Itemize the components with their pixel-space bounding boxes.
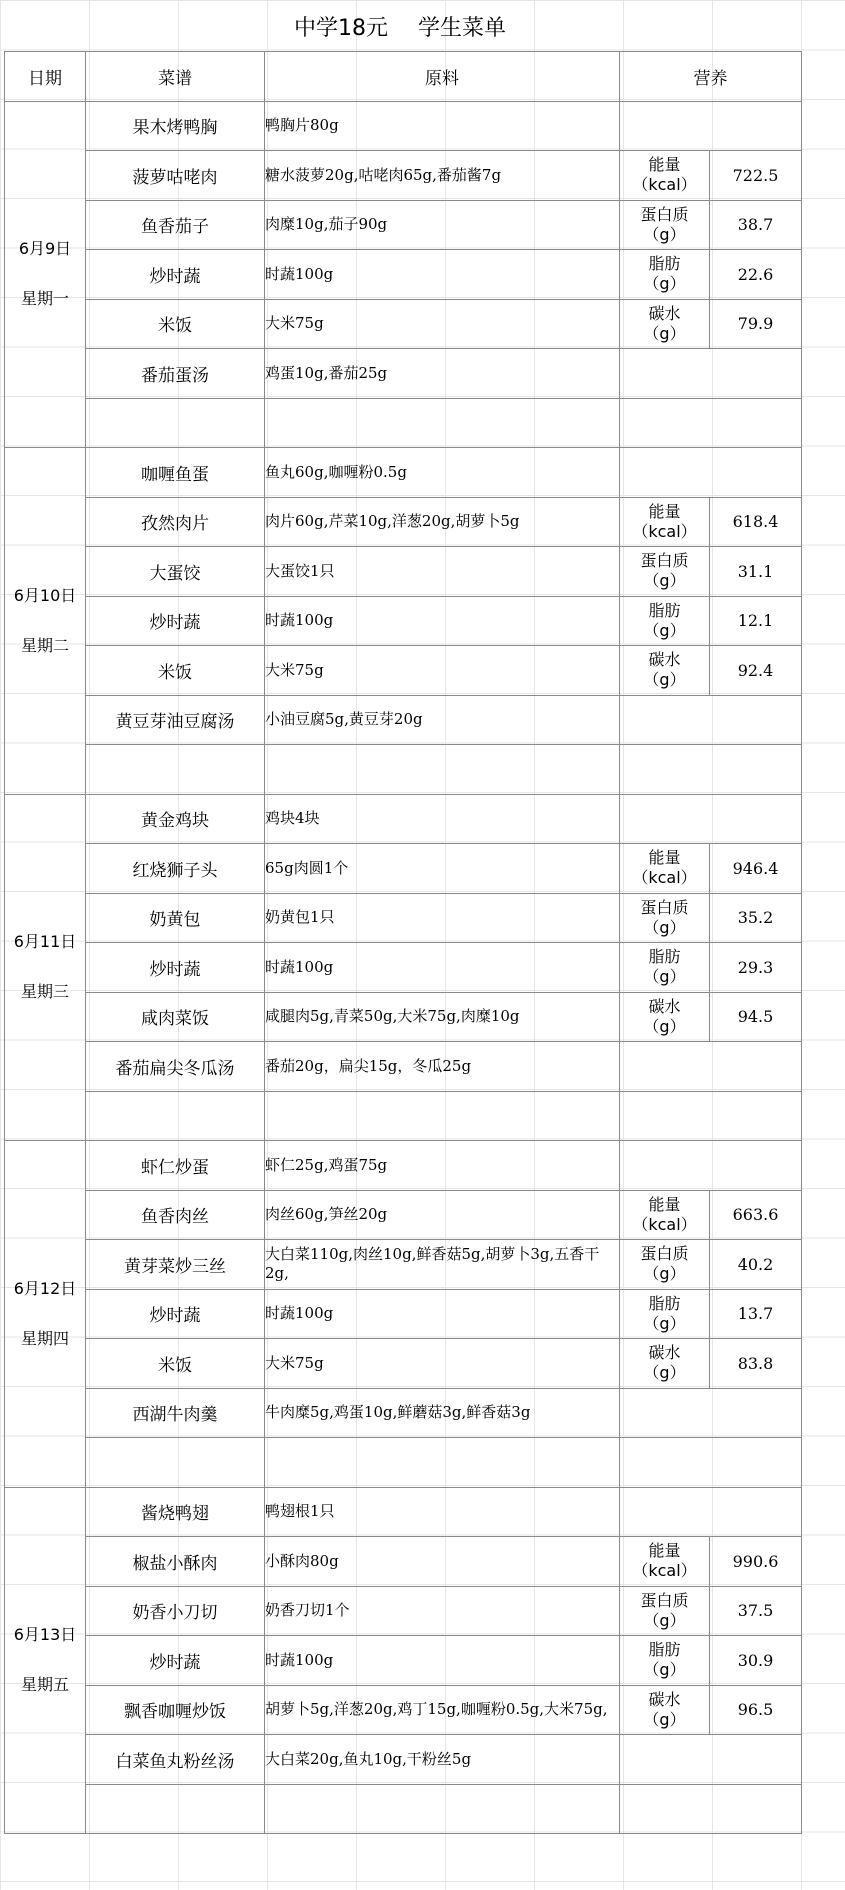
table-row <box>5 1784 802 1834</box>
table-row <box>5 1586 802 1636</box>
header-date: 日期 <box>5 52 86 102</box>
dish-ingredients: 奶香刀切1个 <box>265 1586 620 1636</box>
table-row <box>5 1190 802 1240</box>
table-row <box>5 1537 802 1587</box>
dish-ingredients: 大米75g <box>265 1339 620 1389</box>
nutrition-blank <box>620 1042 802 1092</box>
dish-ingredients <box>265 398 620 448</box>
nutrition-value: 946.4 <box>710 844 802 894</box>
dish-ingredients: 时蔬100g <box>265 1289 620 1339</box>
nutrition-label: 能量 （kcal） <box>620 1537 710 1587</box>
dish-ingredients <box>265 1784 620 1834</box>
nutrition-value: 38.7 <box>710 200 802 250</box>
table-row <box>5 745 802 795</box>
day-weekday: 星期三 <box>20 982 69 1002</box>
dish-ingredients: 鸡块4块 <box>265 794 620 844</box>
dish-name: 炒时蔬 <box>86 1636 265 1686</box>
dish-ingredients: 鸭翅根1只 <box>265 1487 620 1537</box>
day-date: 6月10日 <box>13 585 77 605</box>
table-row <box>5 1388 802 1438</box>
table-row <box>5 547 802 597</box>
dish-name: 果木烤鸭胸 <box>86 101 265 151</box>
dish-name: 炒时蔬 <box>86 943 265 993</box>
dish-name <box>86 1438 265 1488</box>
table-row <box>5 893 802 943</box>
menu-body <box>5 101 802 1834</box>
table-row <box>5 349 802 399</box>
nutrition-label: 能量 （kcal） <box>620 1190 710 1240</box>
table-row <box>5 1735 802 1785</box>
dish-name: 黄金鸡块 <box>86 794 265 844</box>
table-row <box>5 200 802 250</box>
nutrition-value: 35.2 <box>710 893 802 943</box>
dish-name <box>86 398 265 448</box>
day-date: 6月12日 <box>13 1278 77 1298</box>
nutrition-blank <box>620 1141 802 1191</box>
table-row <box>5 1042 802 1092</box>
day-date-cell <box>5 1487 86 1834</box>
day-date-cell <box>5 1141 86 1488</box>
nutrition-label: 脂肪 （g） <box>620 943 710 993</box>
table-row <box>5 646 802 696</box>
dish-name: 咖喱鱼蛋 <box>86 448 265 498</box>
nutrition-label: 碳水 （g） <box>620 1685 710 1735</box>
dish-ingredients: 鸡蛋10g,番茄25g <box>265 349 620 399</box>
dish-name <box>86 1091 265 1141</box>
dish-ingredients: 虾仁25g,鸡蛋75g <box>265 1141 620 1191</box>
dish-name: 酱烧鸭翅 <box>86 1487 265 1537</box>
nutrition-label: 蛋白质 （g） <box>620 200 710 250</box>
dish-name: 西湖牛肉羹 <box>86 1388 265 1438</box>
nutrition-label: 脂肪 （g） <box>620 250 710 300</box>
dish-name: 大蛋饺 <box>86 547 265 597</box>
page-title <box>0 8 800 50</box>
nutrition-label: 蛋白质 （g） <box>620 1240 710 1290</box>
dish-ingredients: 大米75g <box>265 646 620 696</box>
day-weekday: 星期一 <box>20 289 69 309</box>
dish-name: 黄芽菜炒三丝 <box>86 1240 265 1290</box>
nutrition-value: 96.5 <box>710 1685 802 1735</box>
nutrition-blank <box>620 794 802 844</box>
dish-ingredients <box>265 1091 620 1141</box>
dish-name: 米饭 <box>86 299 265 349</box>
nutrition-label: 能量 （kcal） <box>620 497 710 547</box>
nutrition-blank <box>620 1388 802 1438</box>
dish-name: 番茄蛋汤 <box>86 349 265 399</box>
table-row <box>5 299 802 349</box>
dish-ingredients: 咸腿肉5g,青菜50g,大米75g,肉糜10g <box>265 992 620 1042</box>
nutrition-value: 31.1 <box>710 547 802 597</box>
nutrition-blank <box>620 1735 802 1785</box>
dish-name: 炒时蔬 <box>86 250 265 300</box>
dish-name: 红烧狮子头 <box>86 844 265 894</box>
header-nutrition: 营养 <box>620 52 802 102</box>
dish-ingredients: 糖水菠萝20g,咕咾肉65g,番茄酱7g <box>265 151 620 201</box>
table-row <box>5 1289 802 1339</box>
dish-name: 鱼香茄子 <box>86 200 265 250</box>
day-date-cell <box>5 794 86 1141</box>
header-row <box>5 52 802 102</box>
dish-name: 飘香咖喱炒饭 <box>86 1685 265 1735</box>
nutrition-blank <box>620 695 802 745</box>
dish-ingredients: 时蔬100g <box>265 1636 620 1686</box>
dish-ingredients: 大白菜110g,肉丝10g,鲜香菇5g,胡萝卜3g,五香干2g, <box>265 1240 620 1290</box>
table-row <box>5 250 802 300</box>
nutrition-value: 30.9 <box>710 1636 802 1686</box>
table-row <box>5 448 802 498</box>
header-dish: 菜谱 <box>86 52 265 102</box>
table-row <box>5 596 802 646</box>
table-row <box>5 497 802 547</box>
nutrition-blank <box>620 101 802 151</box>
title-school: 中学18元 <box>293 16 388 41</box>
nutrition-value: 29.3 <box>710 943 802 993</box>
nutrition-blank <box>620 745 802 795</box>
dish-name: 鱼香肉丝 <box>86 1190 265 1240</box>
dish-name: 炒时蔬 <box>86 596 265 646</box>
dish-name: 白菜鱼丸粉丝汤 <box>86 1735 265 1785</box>
dish-ingredients: 鱼丸60g,咖喱粉0.5g <box>265 448 620 498</box>
dish-name: 黄豆芽油豆腐汤 <box>86 695 265 745</box>
dish-ingredients: 65g肉圆1个 <box>265 844 620 894</box>
dish-ingredients <box>265 745 620 795</box>
table-row <box>5 398 802 448</box>
dish-name: 番茄扁尖冬瓜汤 <box>86 1042 265 1092</box>
nutrition-value: 79.9 <box>710 299 802 349</box>
nutrition-label: 能量 （kcal） <box>620 844 710 894</box>
day-weekday: 星期五 <box>20 1675 69 1695</box>
dish-ingredients: 大白菜20g,鱼丸10g,干粉丝5g <box>265 1735 620 1785</box>
dish-ingredients: 小酥肉80g <box>265 1537 620 1587</box>
table-row <box>5 1685 802 1735</box>
nutrition-blank <box>620 349 802 399</box>
nutrition-value: 22.6 <box>710 250 802 300</box>
nutrition-label: 蛋白质 （g） <box>620 893 710 943</box>
header-ingredients: 原料 <box>265 52 620 102</box>
nutrition-label: 脂肪 （g） <box>620 1289 710 1339</box>
nutrition-value: 13.7 <box>710 1289 802 1339</box>
nutrition-value: 663.6 <box>710 1190 802 1240</box>
table-row <box>5 844 802 894</box>
table-row <box>5 992 802 1042</box>
nutrition-label: 脂肪 （g） <box>620 596 710 646</box>
table-row <box>5 1636 802 1686</box>
dish-ingredients: 小油豆腐5g,黄豆芽20g <box>265 695 620 745</box>
day-date: 6月9日 <box>18 239 72 259</box>
nutrition-label: 蛋白质 （g） <box>620 1586 710 1636</box>
dish-name: 菠萝咕咾肉 <box>86 151 265 201</box>
nutrition-blank <box>620 1784 802 1834</box>
dish-ingredients: 大米75g <box>265 299 620 349</box>
dish-ingredients: 时蔬100g <box>265 250 620 300</box>
table-row <box>5 101 802 151</box>
nutrition-label: 碳水 （g） <box>620 1339 710 1389</box>
nutrition-value: 722.5 <box>710 151 802 201</box>
table-row <box>5 1240 802 1290</box>
table-row <box>5 794 802 844</box>
table-row <box>5 943 802 993</box>
nutrition-value: 37.5 <box>710 1586 802 1636</box>
dish-name: 米饭 <box>86 1339 265 1389</box>
table-row <box>5 151 802 201</box>
dish-name: 虾仁炒蛋 <box>86 1141 265 1191</box>
nutrition-blank <box>620 398 802 448</box>
day-date: 6月13日 <box>13 1625 77 1645</box>
dish-ingredients: 肉丝60g,笋丝20g <box>265 1190 620 1240</box>
nutrition-value: 92.4 <box>710 646 802 696</box>
nutrition-value: 618.4 <box>710 497 802 547</box>
dish-ingredients: 胡萝卜5g,洋葱20g,鸡丁15g,咖喱粉0.5g,大米75g, <box>265 1685 620 1735</box>
day-weekday: 星期二 <box>20 635 69 655</box>
dish-ingredients: 鸭胸片80g <box>265 101 620 151</box>
nutrition-value: 12.1 <box>710 596 802 646</box>
nutrition-label: 碳水 （g） <box>620 992 710 1042</box>
table-row <box>5 1141 802 1191</box>
dish-name: 咸肉菜饭 <box>86 992 265 1042</box>
day-date-cell <box>5 101 86 448</box>
table-row <box>5 1438 802 1488</box>
dish-ingredients: 大蛋饺1只 <box>265 547 620 597</box>
title-menu: 学生菜单 <box>417 16 506 41</box>
dish-name: 炒时蔬 <box>86 1289 265 1339</box>
dish-name <box>86 745 265 795</box>
table-row <box>5 1487 802 1537</box>
dish-ingredients: 奶黄包1只 <box>265 893 620 943</box>
dish-name: 奶黄包 <box>86 893 265 943</box>
dish-ingredients: 肉糜10g,茄子90g <box>265 200 620 250</box>
nutrition-value: 83.8 <box>710 1339 802 1389</box>
nutrition-label: 能量 （kcal） <box>620 151 710 201</box>
dish-ingredients: 时蔬100g <box>265 943 620 993</box>
nutrition-label: 蛋白质 （g） <box>620 547 710 597</box>
nutrition-blank <box>620 1091 802 1141</box>
nutrition-blank <box>620 1438 802 1488</box>
dish-ingredients: 牛肉糜5g,鸡蛋10g,鲜蘑菇3g,鲜香菇3g <box>265 1388 620 1438</box>
dish-name: 椒盐小酥肉 <box>86 1537 265 1587</box>
dish-ingredients: 肉片60g,芹菜10g,洋葱20g,胡萝卜5g <box>265 497 620 547</box>
nutrition-value: 990.6 <box>710 1537 802 1587</box>
day-weekday: 星期四 <box>20 1328 69 1348</box>
table-row <box>5 1339 802 1389</box>
nutrition-blank <box>620 448 802 498</box>
dish-name <box>86 1784 265 1834</box>
nutrition-label: 碳水 （g） <box>620 646 710 696</box>
table-row <box>5 695 802 745</box>
day-date: 6月11日 <box>13 932 77 952</box>
dish-name: 米饭 <box>86 646 265 696</box>
nutrition-blank <box>620 1487 802 1537</box>
nutrition-value: 40.2 <box>710 1240 802 1290</box>
nutrition-label: 脂肪 （g） <box>620 1636 710 1686</box>
table-row <box>5 1091 802 1141</box>
nutrition-label: 碳水 （g） <box>620 299 710 349</box>
menu-table <box>4 51 802 1834</box>
dish-ingredients: 番茄20g，扁尖15g，冬瓜25g <box>265 1042 620 1092</box>
nutrition-value: 94.5 <box>710 992 802 1042</box>
dish-ingredients <box>265 1438 620 1488</box>
dish-ingredients: 时蔬100g <box>265 596 620 646</box>
dish-name: 奶香小刀切 <box>86 1586 265 1636</box>
dish-name: 孜然肉片 <box>86 497 265 547</box>
day-date-cell <box>5 448 86 795</box>
